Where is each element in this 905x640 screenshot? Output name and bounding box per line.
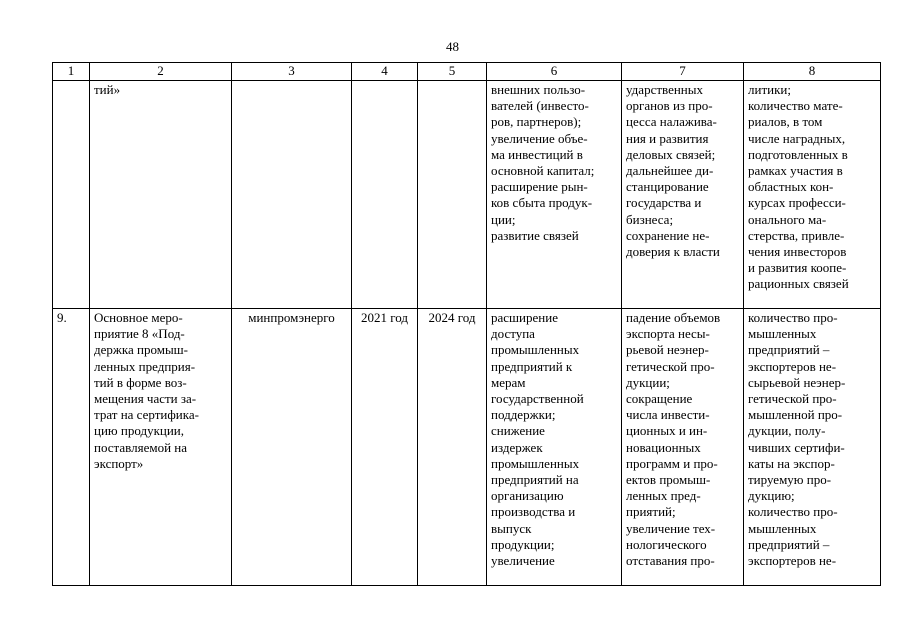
end-year-cell	[418, 81, 486, 82]
column-number: 4	[352, 63, 418, 81]
table-row	[53, 81, 881, 309]
expected-result-cell: расширение доступа промышленных предприятий к мерам государственной поддержки; снижение издержек промышленных предприятий на организацию производства и выпуск продукции; увеличение	[491, 310, 584, 569]
page-number: 48	[446, 39, 459, 54]
table-row	[53, 309, 881, 586]
measure-name-cell: Основное меро- приятие 8 «Под- держка промыш- ленных предприя- тий в форме воз- мещения части за- трат на сертифика- цию продукции, поставляемой на экспорт»	[94, 310, 199, 471]
column-number: 5	[418, 63, 487, 81]
column-number: 8	[744, 63, 881, 81]
row-number-cell: 9.	[57, 310, 67, 325]
column-number-row	[53, 63, 881, 81]
indicator-link-cell: количество про- мышленных предприятий – экспортеров не- сырьевой неэнер- гетической про- мышленной про- дукции, полу- чивших сертифи- каты на экспор- тируемую про- дукцию; количество про- мышленных предприятий – экспортеров не-	[748, 310, 846, 569]
column-number: 6	[487, 63, 622, 81]
column-number: 2	[90, 63, 232, 81]
measures-table	[52, 62, 881, 586]
end-year-cell: 2024 год	[428, 310, 476, 325]
consequences-cell: ударственных органов из про- цесса налажива- ния и развития деловых связей; дальнейшее ди- станцирование государства и бизнеса; сохранение не- доверия к власти	[626, 82, 720, 260]
executor-cell	[232, 81, 351, 82]
start-year-cell	[352, 81, 417, 82]
consequences-cell: падение объемов экспорта несы- рьевой неэнер- гетической про- дукции; сокращение числа инвести- ционных и ин- новационных программ и про- ектов промыш- ленных пред- приятий; увеличение тех- нологического отставания про-	[626, 310, 721, 569]
indicator-link-cell: литики; количество мате- риалов, в том числе наградных, подготовленных в рамках участия в областных кон- курсах професси- онального ма- стерства, привле- чения инвесторов и развития коопе- рационных связей	[748, 82, 849, 292]
column-number: 1	[53, 63, 90, 81]
row-number-cell	[53, 81, 89, 82]
expected-result-cell: внешних пользо- вателей (инвесто- ров, партнеров); увеличение объе- ма инвестиций в основной капитал; расширение рын- ков сбыта продук- ции; развитие связей	[491, 82, 595, 243]
start-year-cell: 2021 год	[361, 310, 408, 325]
executor-cell: минпромэнерго	[248, 310, 335, 325]
measure-name-cell: тий»	[94, 82, 121, 97]
column-number: 7	[622, 63, 744, 81]
column-number: 3	[232, 63, 352, 81]
